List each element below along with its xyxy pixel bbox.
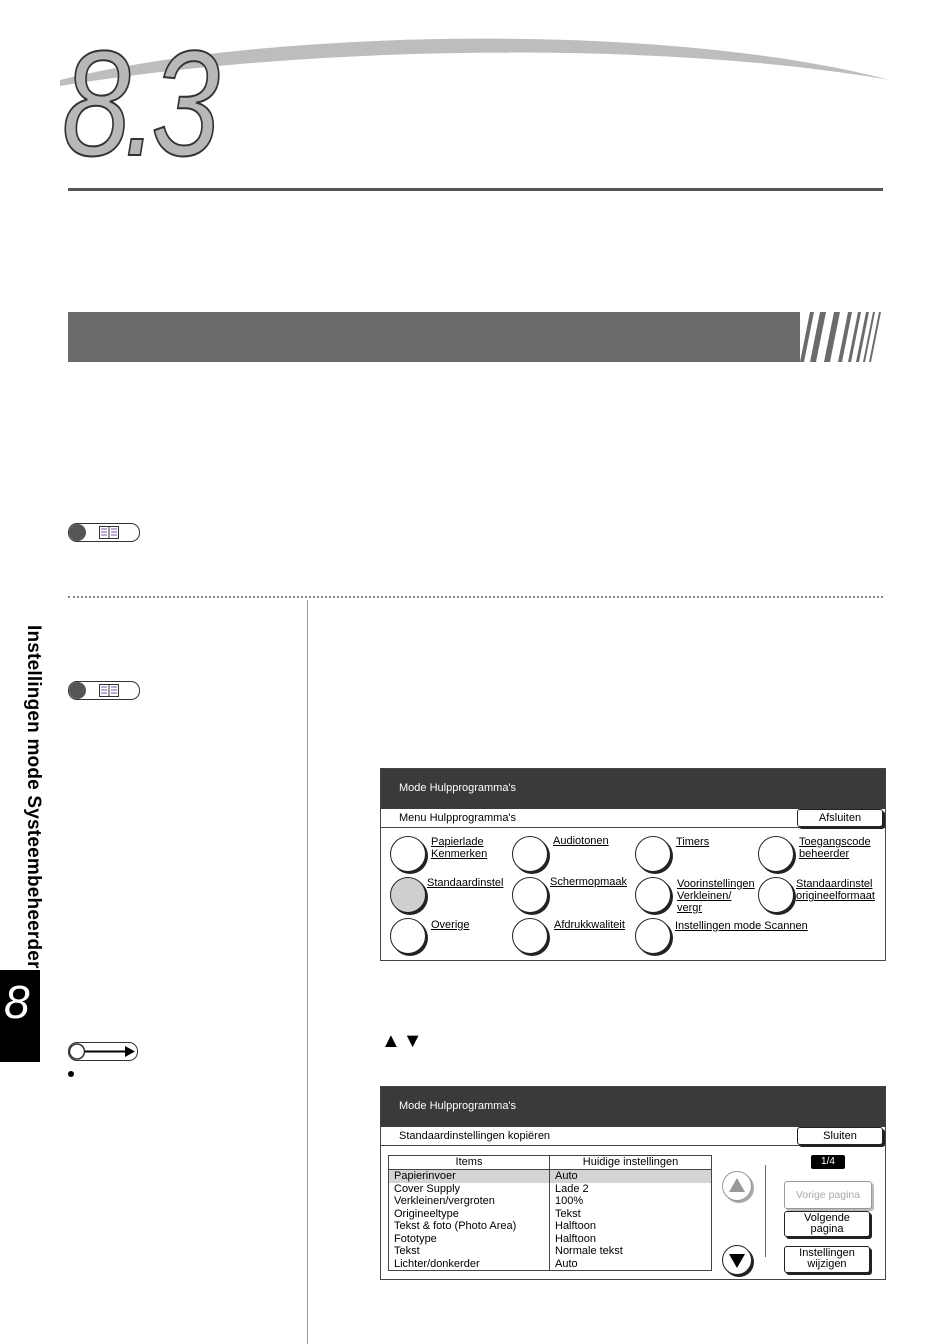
up-down-arrow-icons: ▲▼	[381, 1030, 425, 1052]
page-indicator: 1/4	[811, 1155, 845, 1169]
option-screen-layout-button[interactable]	[512, 877, 548, 913]
bullet	[68, 1071, 74, 1077]
option-timers-button[interactable]	[635, 836, 671, 872]
panel-header: Mode Hulpprogramma's	[381, 1087, 885, 1127]
option-access-code-button[interactable]	[758, 836, 794, 872]
option-label: Overige	[431, 919, 470, 931]
reference-badge	[68, 523, 140, 542]
option-label: Voorinstellingen Verkleinen/ vergr	[677, 878, 755, 914]
previous-page-button[interactable]: Vorige pagina	[784, 1181, 872, 1209]
option-print-quality-button[interactable]	[512, 918, 548, 954]
panel-subheader: Standaardinstellingen kopiëren	[381, 1127, 885, 1146]
option-label: Standaardinstel origineelformaat	[796, 878, 875, 902]
close-button[interactable]: Afsluiten	[797, 809, 883, 827]
option-audio-tones-button[interactable]	[512, 836, 548, 872]
arrow-up-icon	[729, 1178, 745, 1192]
section-title-bar	[68, 312, 883, 362]
table-row[interactable]: Tekst Normale tekst	[394, 1245, 623, 1257]
option-scan-settings-button[interactable]	[635, 918, 671, 954]
option-label: Afdrukkwaliteit	[554, 919, 625, 931]
reference-badge	[68, 681, 140, 700]
table-column-divider	[549, 1156, 550, 1270]
option-label: Audiotonen	[553, 835, 609, 847]
section-number: 8.3	[62, 19, 214, 187]
option-label: Schermopmaak	[550, 876, 628, 888]
table-header-items: Items	[389, 1156, 549, 1170]
note-badge	[68, 1042, 138, 1061]
change-settings-button[interactable]: Instellingen wijzigen	[784, 1246, 870, 1273]
column-divider	[307, 600, 308, 1344]
scroll-up-button[interactable]	[722, 1171, 752, 1201]
option-reduce-enlarge-presets-button[interactable]	[635, 877, 671, 913]
book-icon	[99, 684, 119, 697]
table-row[interactable]: Origineeltype Tekst	[394, 1207, 581, 1220]
side-tab-title: Instellingen mode Systeembeheerder	[23, 625, 44, 969]
option-label: Standaardinstel	[427, 877, 504, 889]
panel-header: Mode Hulpprogramma's	[381, 769, 885, 809]
option-label: Papierlade Kenmerken	[431, 836, 488, 860]
table-row[interactable]: Lichter/donkerder Auto	[394, 1257, 578, 1270]
section-divider	[68, 596, 883, 598]
side-tab-chapter-number: 8	[4, 976, 30, 1028]
arrow-down-icon	[729, 1254, 745, 1268]
option-label: Timers	[676, 836, 710, 848]
close-button[interactable]: Sluiten	[797, 1127, 883, 1145]
option-paper-tray-button[interactable]	[390, 836, 426, 872]
table-row[interactable]: Papierinvoer Auto	[389, 1170, 711, 1183]
table-row[interactable]: Cover Supply Lade 2	[394, 1182, 589, 1195]
next-page-button[interactable]: Volgende pagina	[784, 1211, 870, 1237]
copy-defaults-panel	[380, 1086, 886, 1280]
nav-divider	[765, 1165, 766, 1257]
option-defaults-button[interactable]	[390, 877, 426, 913]
book-icon	[99, 526, 119, 539]
settings-table	[388, 1155, 712, 1271]
badge-dot-icon	[69, 682, 86, 699]
header-rule	[68, 188, 883, 191]
panel-subheader: Menu Hulpprogramma's	[381, 809, 885, 828]
table-header-current: Huidige instellingen	[550, 1156, 711, 1170]
option-label: Instellingen mode Scannen	[675, 920, 808, 932]
option-label: Toegangscode beheerder	[799, 836, 871, 860]
scroll-down-button[interactable]	[722, 1245, 752, 1275]
badge-dot-icon	[69, 524, 86, 541]
table-row[interactable]: Fototype Halftoon	[394, 1232, 596, 1245]
option-other-button[interactable]	[390, 918, 426, 954]
table-row[interactable]: Tekst & foto (Photo Area) Halftoon	[394, 1220, 596, 1232]
utilities-menu-panel	[380, 768, 886, 961]
section-bar-stripes	[800, 312, 883, 362]
table-row[interactable]: Verkleinen/vergroten 100%	[394, 1195, 584, 1207]
option-original-size-button[interactable]	[758, 877, 794, 913]
arrow-right-icon	[69, 1043, 137, 1060]
